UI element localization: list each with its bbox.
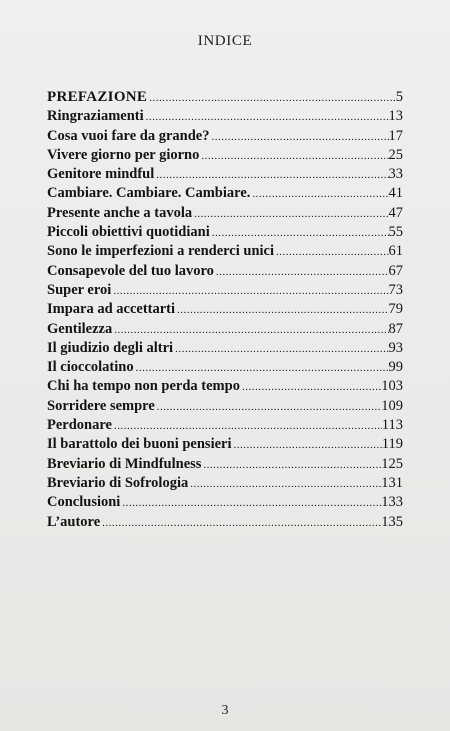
toc-entry [47,146,403,165]
toc-entry-title: Conclusioni [47,494,121,511]
toc-entry [47,474,403,493]
toc-entry-page: 99 [388,359,403,376]
toc-entry-title: Cosa vuoi fare da grande? [47,127,210,144]
toc-entry-title: Cambiare. Cambiare. Cambiare. [47,185,251,202]
toc-entry-title: Presente anche a tavola [47,204,193,221]
toc-entry [47,377,403,396]
toc-entry-page: 87 [388,320,403,337]
toc-entry [47,127,403,146]
dot-leader [144,108,389,127]
toc-entry [47,416,403,435]
page-number: 3 [221,703,229,718]
table-of-contents [47,88,403,532]
toc-entry-page: 131 [381,474,403,491]
toc-entry-title: Impara ad accettarti [47,301,176,318]
page-title: INDICE [197,33,253,49]
toc-entry [47,320,403,339]
dot-leader [210,224,389,243]
toc-entry-title: Ringraziamenti [47,108,144,125]
toc-entry-title: Breviario di Mindfulness [47,455,202,472]
toc-entry-page: 67 [388,262,403,279]
toc-entry-page: 61 [388,243,403,260]
toc-entry [47,262,403,281]
toc-entry [47,204,403,223]
toc-entry-page: 135 [381,513,403,530]
toc-entry-title: Piccoli obiettivi quotidiani [47,224,210,241]
toc-entry-page: 47 [388,204,403,221]
dot-leader [274,243,388,262]
toc-entry-page: 103 [381,378,403,395]
dot-leader [112,321,388,340]
toc-entry [47,184,403,203]
toc-entry-page: 79 [388,301,403,318]
toc-entry-page: 93 [388,339,403,356]
toc-entry-title: Sono le imperfezioni a renderci unici [47,243,275,260]
toc-entry-title: L’autore [47,513,101,530]
toc-entry [47,281,403,300]
dot-leader [209,128,388,147]
toc-entry-page: 109 [381,397,403,414]
toc-entry [47,513,403,532]
dot-leader [199,147,388,166]
toc-entry-title: Super eroi [47,281,112,298]
toc-entry-page: 55 [388,224,403,241]
toc-entry-title: PREFAZIONE [47,89,148,105]
dot-leader [120,494,381,513]
dot-leader [175,301,388,320]
toc-entry-page: 113 [381,417,403,434]
dot-leader [232,436,382,455]
toc-entry-title: Genitore mindful [47,166,155,183]
toc-entry [47,88,403,107]
dot-leader [240,378,381,397]
dot-leader [111,282,388,301]
toc-entry [47,358,403,377]
toc-entry-page: 73 [388,281,403,298]
toc-entry-title: Breviario di Sofrologia [47,474,189,491]
toc-entry [47,300,403,319]
toc-entry-page: 125 [381,455,403,472]
toc-entry-page: 13 [388,108,403,125]
toc-entry-title: Sorridere sempre [47,397,155,414]
dot-leader [155,398,381,417]
toc-entry [47,107,403,126]
toc-entry [47,435,403,454]
toc-entry-title: Vivere giorno per giorno [47,146,200,163]
toc-entry-title: Chi ha tempo non perda tempo [47,378,240,395]
dot-leader [134,359,389,378]
dot-leader [147,89,396,108]
dot-leader [250,185,388,204]
dot-leader [100,514,381,533]
dot-leader [154,166,388,185]
toc-entry [47,455,403,474]
dot-leader [173,340,388,359]
toc-entry-page: 41 [388,185,403,202]
toc-entry-title: Perdonare [47,417,112,434]
toc-entry-page: 119 [381,436,403,453]
toc-entry [47,223,403,242]
dot-leader [112,417,382,436]
toc-entry-title: Consapevole del tuo lavoro [47,262,214,279]
toc-entry-title: Il cioccolatino [47,359,134,376]
toc-entry-title: Il giudizio degli altri [47,339,174,356]
toc-entry-page: 17 [388,127,403,144]
dot-leader [192,205,388,224]
toc-entry-title: Il barattolo dei buoni pensieri [47,436,232,453]
toc-entry-page: 133 [381,494,403,511]
dot-leader [188,475,381,494]
toc-entry-title: Gentilezza [47,320,113,337]
toc-entry-page: 33 [388,166,403,183]
dot-leader [201,456,381,475]
toc-entry [47,493,403,512]
toc-entry [47,165,403,184]
toc-entry [47,397,403,416]
toc-entry [47,242,403,261]
toc-entry-page: 5 [395,89,403,105]
toc-entry-page: 25 [388,146,403,163]
toc-entry [47,339,403,358]
dot-leader [214,263,389,282]
